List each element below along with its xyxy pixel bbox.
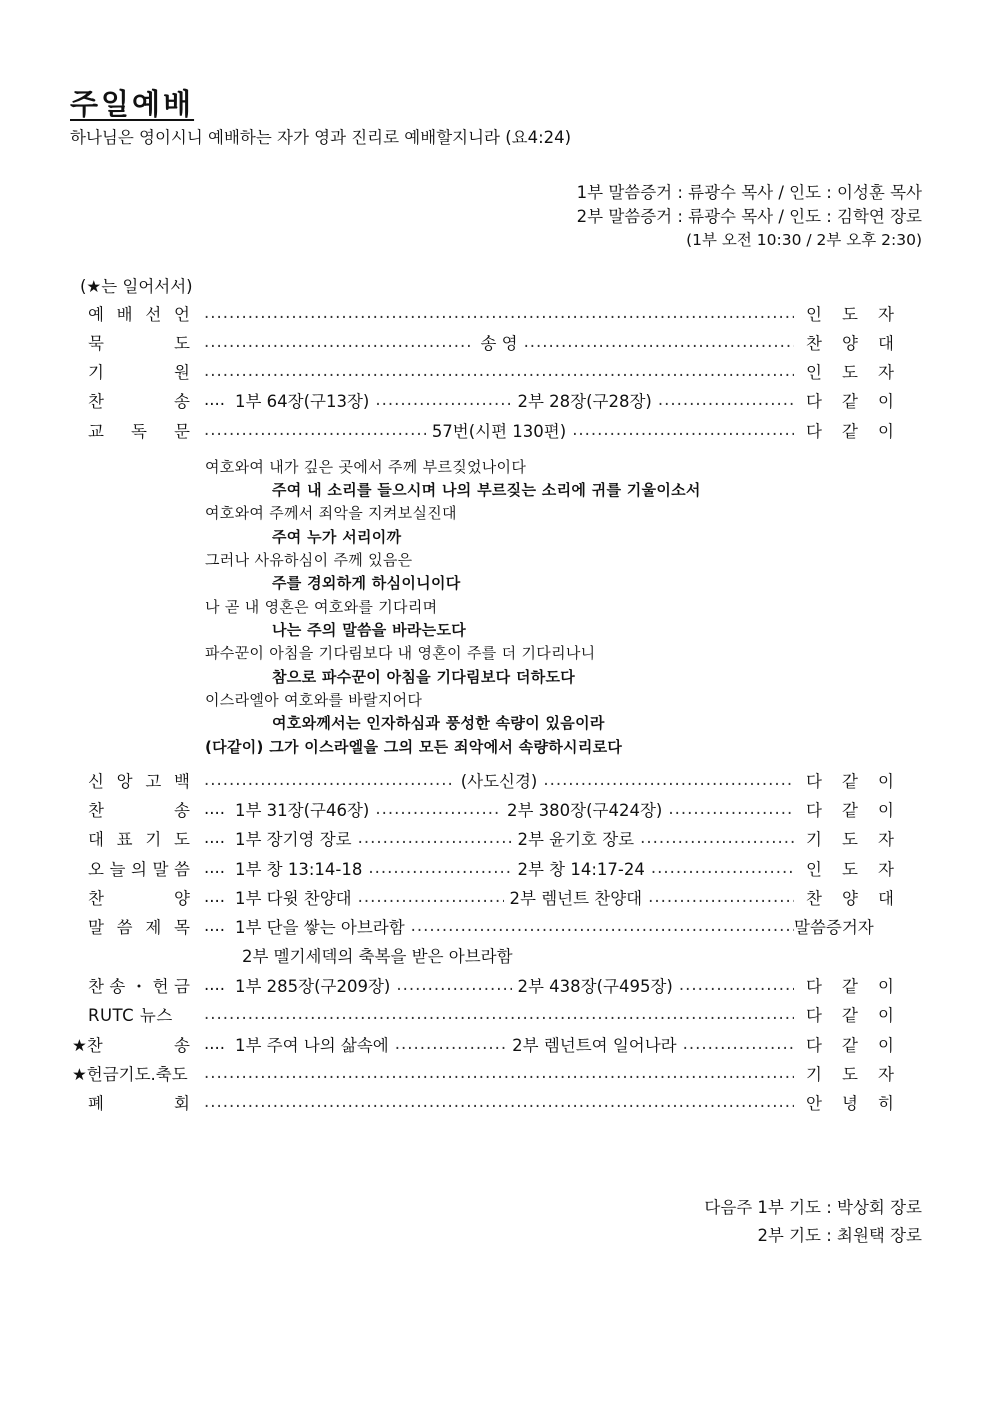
order-label: 교 독 문 bbox=[88, 421, 190, 441]
leader-dots bbox=[204, 420, 426, 439]
order-detail-part2: 2부 438장(구495장) bbox=[517, 976, 673, 996]
order-role: 다 같 이 bbox=[806, 800, 894, 820]
order-row-representative-prayer: 대 표 기 도 .... 1부 장기영 장로 ..... 2부 윤기호 장로 ..... 기 도 자 bbox=[72, 823, 894, 852]
order-row-hymn-1: 찬 송 .... 1부 64장(구13장) ..... 2부 28장(구28장) ..... 다 같 이 bbox=[72, 385, 894, 414]
leader-dots bbox=[395, 1034, 506, 1053]
order-row-hymn-3: ★찬 송 .... 1부 주여 나의 삶속에 ..... 2부 렘넌트여 일어나라 ..... 다 같 이 bbox=[72, 1029, 894, 1058]
order-detail-part1: 1부 다윗 찬양대 bbox=[234, 888, 352, 908]
order-label: 신 앙 고 백 bbox=[88, 771, 190, 791]
reading-response-line: 주를 경외하게 하심이니이다 bbox=[272, 574, 461, 592]
order-label: 묵 도 bbox=[88, 333, 190, 353]
order-detail-part1: 1부 주여 나의 삶속에 bbox=[234, 1035, 389, 1055]
reading-response-line: 참으로 파수꾼이 아침을 기다림보다 더하도다 bbox=[272, 668, 576, 686]
order-row-responsive-reading bbox=[72, 415, 894, 444]
order-detail: (사도신경) bbox=[460, 771, 538, 791]
leader-dots bbox=[358, 887, 504, 906]
order-detail-part2: 2부 창 14:17-24 bbox=[517, 859, 645, 879]
reading-leader-line: 파수꾼이 아침을 기다림보다 내 영혼이 주를 더 기다리나니 bbox=[205, 644, 596, 662]
order-row-sermon-title: 말 씀 제 목 .... 1부 단을 쌓는 아브라함 ..... 말씀증거자 bbox=[72, 911, 894, 940]
leader-dots bbox=[396, 975, 511, 994]
order-role: 다 같 이 bbox=[806, 391, 894, 411]
leader-dots bbox=[204, 361, 794, 380]
service-times: (1부 오전 10:30 / 2부 오후 2:30) bbox=[686, 231, 922, 249]
order-detail-part1: 1부 285장(구209장) bbox=[234, 976, 391, 996]
leader-dots bbox=[204, 1004, 794, 1023]
reading-leader-line: 나 곧 내 영혼은 여호와를 기다리며 bbox=[205, 598, 438, 616]
leader-dots bbox=[651, 858, 794, 877]
order-row-creed bbox=[72, 765, 894, 794]
leader-dots bbox=[358, 828, 512, 847]
order-row-declaration bbox=[72, 298, 894, 327]
reading-response-line: 여호와께서는 인자하심과 풍성한 속량이 있음이라 bbox=[272, 714, 605, 732]
order-role: 기 도 자 bbox=[806, 829, 894, 849]
reading-response-line: 주여 누가 서리이까 bbox=[272, 528, 402, 546]
standing-note: (★는 일어서서) bbox=[80, 277, 193, 296]
order-detail: 송 영 bbox=[480, 333, 518, 353]
order-label: ★헌금기도.축도 bbox=[72, 1064, 188, 1084]
leader-dots bbox=[679, 975, 794, 994]
order-row-rutc-news bbox=[72, 999, 894, 1028]
order-row-offering: 찬 송 ・ 헌 금 .... 1부 285장(구209장) ..... 2부 438장(구495장) ..... 다 같 이 bbox=[72, 970, 894, 999]
reading-response-line: 나는 주의 말씀을 바라는도다 bbox=[272, 621, 467, 639]
order-role: 인 도 자 bbox=[806, 362, 894, 382]
next-week-prayer-1: 다음주 1부 기도 : 박상회 장로 bbox=[704, 1198, 922, 1217]
order-role: 다 같 이 bbox=[806, 771, 894, 791]
sermon-title-part2: 2부 멜기세덱의 축복을 받은 아브라함 bbox=[242, 947, 513, 966]
leader-dots bbox=[640, 828, 794, 847]
order-row-invocation bbox=[72, 356, 894, 385]
page-title: 주일예배 bbox=[70, 87, 195, 121]
order-label: RUTC 뉴스 bbox=[88, 1005, 173, 1025]
order-label: 찬 송 bbox=[88, 800, 190, 820]
leader-dots bbox=[648, 887, 794, 906]
order-detail-part2: 2부 렘넌트여 일어나라 bbox=[512, 1035, 677, 1055]
leader-dots bbox=[375, 799, 501, 818]
reading-leader-line: 여호와여 주께서 죄악을 지켜보실진대 bbox=[205, 504, 457, 522]
reading-leader-line: 그러나 사유하심이 주께 있음은 bbox=[205, 551, 413, 569]
order-label: 기 원 bbox=[88, 362, 190, 382]
leader-dots bbox=[375, 390, 511, 409]
leader-dots bbox=[411, 916, 794, 935]
order-label: 찬 송 ・ 헌 금 bbox=[88, 976, 190, 996]
order-row-todays-word: 오 늘 의 말 씀 .... 1부 창 13:14-18 ..... 2부 창 14:17-24 ..... 인 도 자 bbox=[72, 853, 894, 882]
leader-dots bbox=[658, 390, 794, 409]
order-role: 다 같 이 bbox=[806, 421, 894, 441]
order-detail-part1: 1부 64장(구13장) bbox=[234, 391, 370, 411]
order-role: 찬 양 대 bbox=[806, 888, 894, 908]
leader-dots bbox=[524, 332, 794, 351]
leader-dots bbox=[204, 303, 794, 322]
order-role: 기 도 자 bbox=[806, 1064, 894, 1084]
order-detail-part1: 1부 창 13:14-18 bbox=[234, 859, 363, 879]
order-detail-part1: 1부 단을 쌓는 아브라함 bbox=[234, 917, 405, 937]
leader-dots bbox=[204, 1063, 794, 1082]
order-label: 예 배 선 언 bbox=[88, 304, 190, 324]
reading-response-line: 주여 내 소리를 들으시며 나의 부르짖는 소리에 귀를 기울이소서 bbox=[272, 481, 701, 499]
reading-leader-line: 이스라엘아 여호와를 바랄지어다 bbox=[205, 691, 423, 709]
order-row-offering-prayer-benediction bbox=[72, 1058, 894, 1087]
next-week-prayer-2: 2부 기도 : 최원택 장로 bbox=[757, 1226, 922, 1245]
order-row-closing bbox=[72, 1087, 894, 1116]
order-detail-part2: 2부 윤기호 장로 bbox=[517, 829, 635, 849]
order-role: 다 같 이 bbox=[806, 976, 894, 996]
order-label: 대 표 기 도 bbox=[88, 829, 190, 849]
leader-dots bbox=[572, 420, 794, 439]
leader-dots bbox=[204, 1092, 794, 1111]
order-role: 찬 양 대 bbox=[806, 333, 894, 353]
scripture-verse: 하나님은 영이시니 예배하는 자가 영과 진리로 예배할지니라 (요4:24) bbox=[70, 128, 572, 147]
order-label: 폐 회 bbox=[88, 1093, 190, 1113]
order-label: 찬 양 bbox=[88, 888, 190, 908]
leader-dots bbox=[543, 770, 794, 789]
preacher-info-2: 2부 말씀증거 : 류광수 목사 / 인도 : 김학연 장로 bbox=[576, 207, 922, 226]
order-label: 말 씀 제 목 bbox=[88, 917, 190, 937]
order-detail: 57번(시편 130편) bbox=[431, 421, 567, 441]
order-role: 인 도 자 bbox=[806, 859, 894, 879]
order-role: 말씀증거자 bbox=[794, 917, 874, 937]
leader-dots bbox=[204, 770, 455, 789]
order-label: 오 늘 의 말 씀 bbox=[88, 859, 190, 879]
order-role: 다 같 이 bbox=[806, 1005, 894, 1025]
order-detail-part2: 2부 28장(구28장) bbox=[517, 391, 652, 411]
order-detail-part2: 2부 380장(구424장) bbox=[507, 800, 663, 820]
order-detail-part1: 1부 31장(구46장) bbox=[234, 800, 370, 820]
reading-leader-line: 여호와여 내가 깊은 곳에서 주께 부르짖었나이다 bbox=[205, 458, 527, 476]
leader-dots bbox=[668, 799, 794, 818]
order-row-choir: 찬 양 .... 1부 다윗 찬양대 ..... 2부 렘넌트 찬양대 ..... 찬 양 대 bbox=[72, 882, 894, 911]
order-row-hymn-2: 찬 송 .... 1부 31장(구46장) ..... 2부 380장(구424장) ..... 다 같 이 bbox=[72, 794, 894, 823]
order-detail-part1: 1부 장기영 장로 bbox=[234, 829, 352, 849]
leader-dots bbox=[204, 332, 474, 351]
leader-dots bbox=[368, 858, 511, 877]
order-role: 인 도 자 bbox=[806, 304, 894, 324]
preacher-info-1: 1부 말씀증거 : 류광수 목사 / 인도 : 이성훈 목사 bbox=[576, 183, 922, 202]
order-label: ★찬 송 bbox=[72, 1035, 190, 1055]
order-role: 안 녕 히 bbox=[806, 1093, 894, 1113]
order-detail-part2: 2부 렘넌트 찬양대 bbox=[509, 888, 643, 908]
reading-unison-line: (다같이) 그가 이스라엘을 그의 모든 죄악에서 속량하시리로다 bbox=[205, 738, 623, 756]
order-row-silent-prayer bbox=[72, 327, 894, 356]
leader-dots bbox=[683, 1034, 794, 1053]
order-label: 찬 송 bbox=[88, 391, 190, 411]
order-role: 다 같 이 bbox=[806, 1035, 894, 1055]
